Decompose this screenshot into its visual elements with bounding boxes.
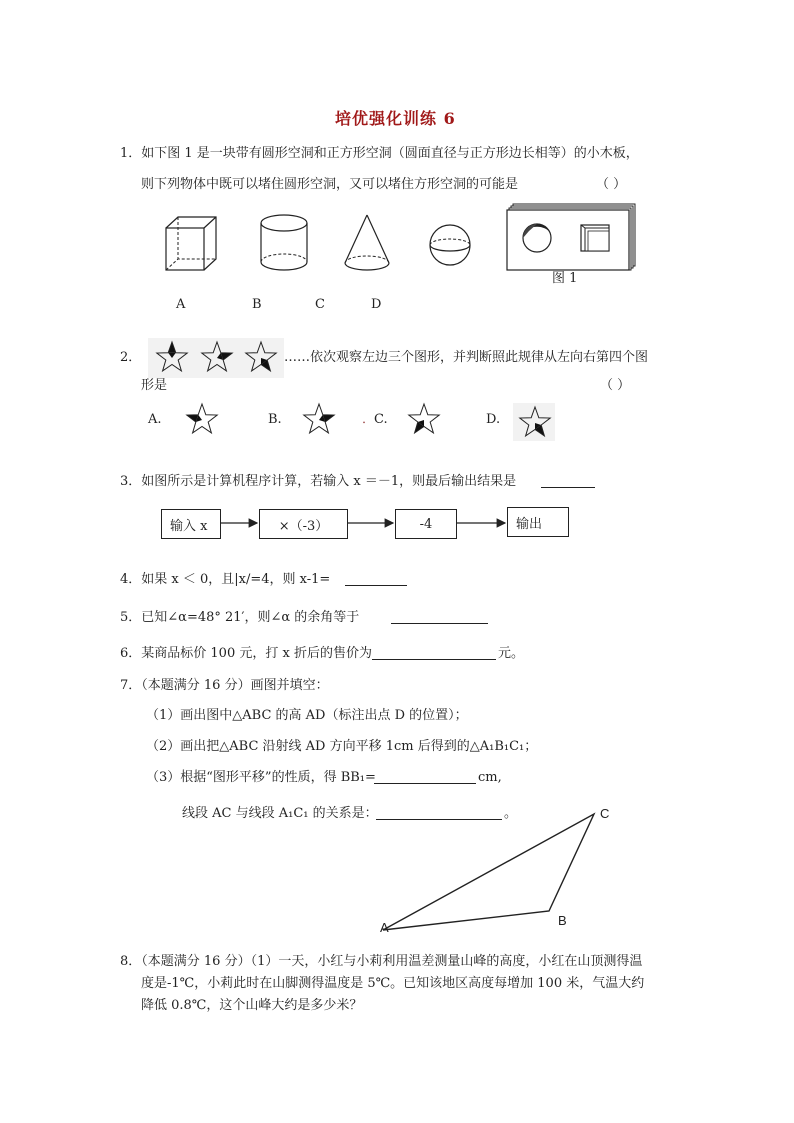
flow-input-label: 输入 x: [170, 518, 208, 534]
q2-option-b: B.: [268, 412, 282, 427]
q4-text: 4．如果 x ＜ 0，且|x/=4，则 x-1=: [120, 572, 331, 587]
q2-option-c: C.: [374, 412, 388, 427]
q1-line2: 则下列物体中既可以堵住圆形空洞，又可以堵住方形空洞的可能是: [141, 177, 519, 192]
q3-line: 3．如图所示是计算机程序计算，若输入 x ＝－1，则最后输出结果是: [120, 474, 517, 489]
q1-option-c: C: [315, 297, 325, 312]
q8-line2: 度是-1℃，小莉此时在山脚测得温度是 5℃。已知该地区高度每增加 100 米，气温大约: [141, 976, 645, 991]
vertex-c-label: C: [600, 806, 610, 821]
flow-multiply-label: ×（-3）: [278, 518, 329, 534]
q8-line1: 8．（本题满分 16 分）（1）一天，小红与小莉利用温差测量山峰的高度，小红在山顶测得温: [120, 954, 643, 969]
q7-step4: 线段 AC 与线段 A₁C₁ 的关系是：: [182, 806, 378, 821]
q7-head: 7．（本题满分 16 分）画图并填空：: [120, 678, 329, 693]
q2-bracket: （ ）: [600, 378, 631, 393]
flow-subtract-label: -4: [419, 516, 433, 532]
flow-output-label: 输出: [516, 516, 543, 532]
q5-text: 5．已知∠α=48° 21′，则∠α 的余角等于: [120, 610, 360, 625]
q7-step3-unit: cm,: [478, 770, 502, 785]
q7-step2: （2）画出把△ABC 沿射线 AD 方向平移 1cm 后得到的△A₁B₁C₁；: [146, 739, 538, 754]
page-title: 培优强化训练 6: [335, 109, 456, 128]
q2-option-a: A.: [148, 412, 162, 427]
q8-line3: 降低 0.8℃，这个山峰大约是多少米？: [141, 998, 363, 1013]
q2-dot: ．: [362, 412, 376, 427]
q7-step1: （1）画出图中△ABC 的高 AD（标注出点 D 的位置）；: [146, 708, 468, 723]
vertex-b-label: B: [558, 913, 567, 928]
q7-step4-end: 。: [504, 806, 518, 821]
q2-option-d: D.: [486, 412, 501, 427]
q1-option-d: D: [371, 297, 382, 312]
q6-unit: 元。: [498, 646, 525, 661]
vertex-a-label: A: [380, 920, 389, 935]
q2-line2: 形是: [141, 378, 168, 393]
q6-text: 6．某商品标价 100 元，打 x 折后的售价为: [120, 646, 372, 661]
figure-1-label: 图 1: [552, 271, 578, 286]
q2-number: 2．: [120, 350, 142, 365]
q2-line1: ……依次观察左边三个图形，并判断照此规律从左向右第四个图: [284, 350, 649, 365]
q1-line1: 1．如下图 1 是一块带有圆形空洞和正方形空洞（圆面直径与正方形边长相等）的小木板，: [120, 146, 639, 161]
q1-option-a: A: [176, 297, 186, 312]
q7-step3: （3）根据“图形平移”的性质，得 BB₁=: [146, 770, 376, 785]
q1-bracket: （ ）: [596, 177, 627, 192]
q1-option-b: B: [252, 297, 262, 312]
